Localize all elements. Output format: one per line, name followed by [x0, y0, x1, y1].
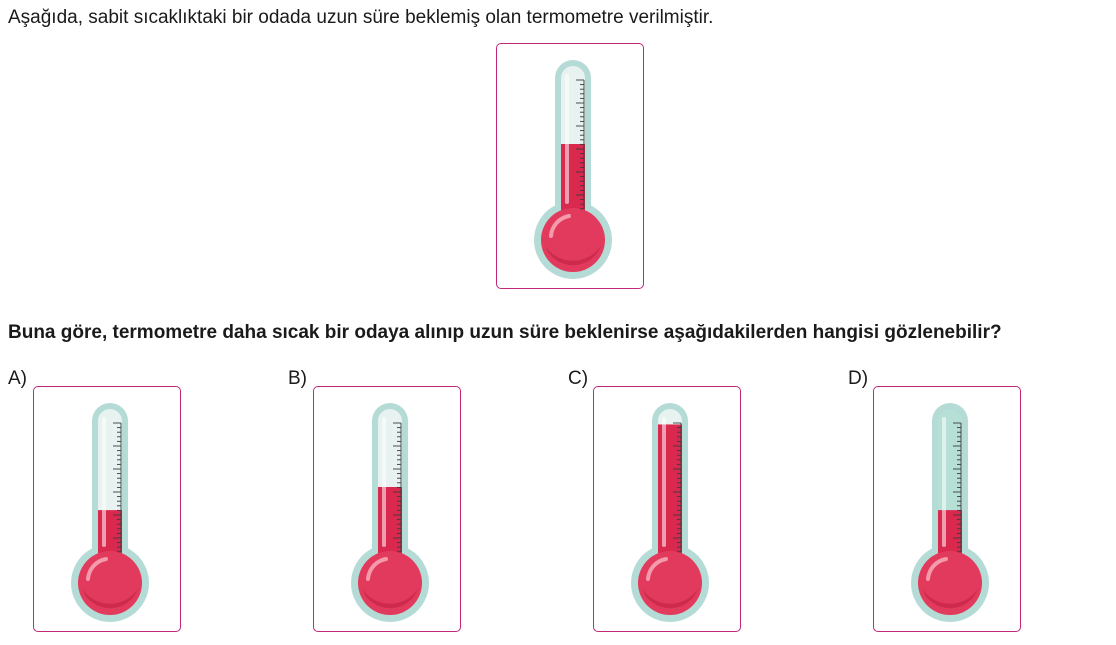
option-c-thermometer [594, 387, 742, 633]
tube-highlight [565, 74, 569, 204]
intro-text: Aşağıda, sabit sıcaklıktaki bir odada uzun süre beklemiş olan termometre verilmiştir. [8, 7, 714, 28]
tube-highlight [382, 417, 386, 547]
option-b-thermometer [314, 387, 462, 633]
reference-thermometer-frame [496, 43, 644, 289]
option-d-thermometer-frame[interactable] [873, 386, 1021, 632]
question-text: Buna göre, termometre daha sıcak bir odaya alınıp uzun süre beklenirse aşağıdakilerden hangisi gözlenebilir? [8, 322, 1002, 343]
option-d-thermometer [874, 387, 1022, 633]
option-a-label[interactable]: A) [8, 368, 27, 389]
option-a-thermometer-frame[interactable] [33, 386, 181, 632]
option-c-label[interactable]: C) [568, 368, 589, 389]
tube-highlight [942, 417, 946, 547]
option-c-thermometer-frame[interactable] [593, 386, 741, 632]
option-a-thermometer [34, 387, 182, 633]
option-b-label[interactable]: B) [288, 368, 307, 389]
tube-highlight [102, 417, 106, 547]
tube-highlight [662, 417, 666, 547]
option-d-label[interactable]: D) [848, 368, 869, 389]
option-b-thermometer-frame[interactable] [313, 386, 461, 632]
reference-thermometer [497, 44, 645, 290]
